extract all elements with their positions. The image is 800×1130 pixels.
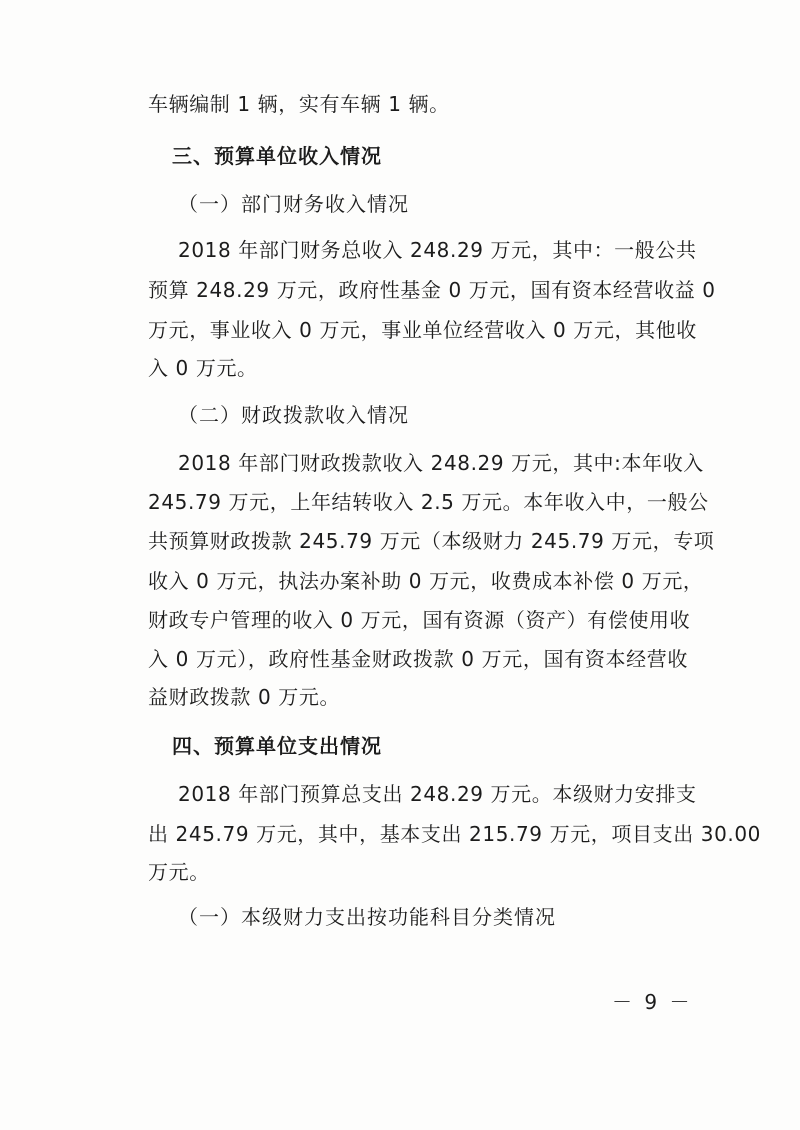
subsection-heading: （二）财政拨款收入情况 [178,403,409,427]
section-heading: 三、预算单位收入情况 [172,144,382,168]
paragraph-line: 出 245.79 万元，其中，基本支出 215.79 万元，项目支出 30.00 [148,822,762,846]
paragraph-line: 共预算财政拨款 245.79 万元（本级财力 245.79 万元，专项 [148,529,715,553]
paragraph-line: 入 0 万元。 [148,356,258,380]
subsection-heading: （一）部门财务收入情况 [178,192,409,216]
paragraph-line: 万元，事业收入 0 万元，事业单位经营收入 0 万元，其他收 [148,318,697,342]
page-number: － 9 － [612,990,693,1014]
paragraph-line: 预算 248.29 万元，政府性基金 0 万元，国有资本经营收益 0 [148,278,716,302]
paragraph-line: 万元。 [148,860,210,884]
paragraph-line: 入 0 万元），政府性基金财政拨款 0 万元，国有资本经营收 [148,647,688,671]
paragraph-line: 2018 年部门预算总支出 248.29 万元。本级财力安排支 [178,782,697,806]
subsection-heading: （一）本级财力支出按功能科目分类情况 [178,905,556,929]
paragraph-line: 2018 年部门财务总收入 248.29 万元，其中：一般公共 [178,238,697,262]
paragraph-line: 收入 0 万元，执法办案补助 0 万元，收费成本补偿 0 万元， [148,569,704,593]
paragraph-line: 245.79 万元，上年结转收入 2.5 万元。本年收入中，一般公 [148,490,709,514]
paragraph-line: 2018 年部门财政拨款收入 248.29 万元，其中:本年收入 [178,451,704,475]
section-heading: 四、预算单位支出情况 [172,734,382,758]
paragraph-line: 车辆编制 1 辆，实有车辆 1 辆。 [148,92,450,116]
paragraph-line: 益财政拨款 0 万元。 [148,685,341,709]
paragraph-line: 财政专户管理的收入 0 万元，国有资源（资产）有偿使用收 [148,608,691,632]
